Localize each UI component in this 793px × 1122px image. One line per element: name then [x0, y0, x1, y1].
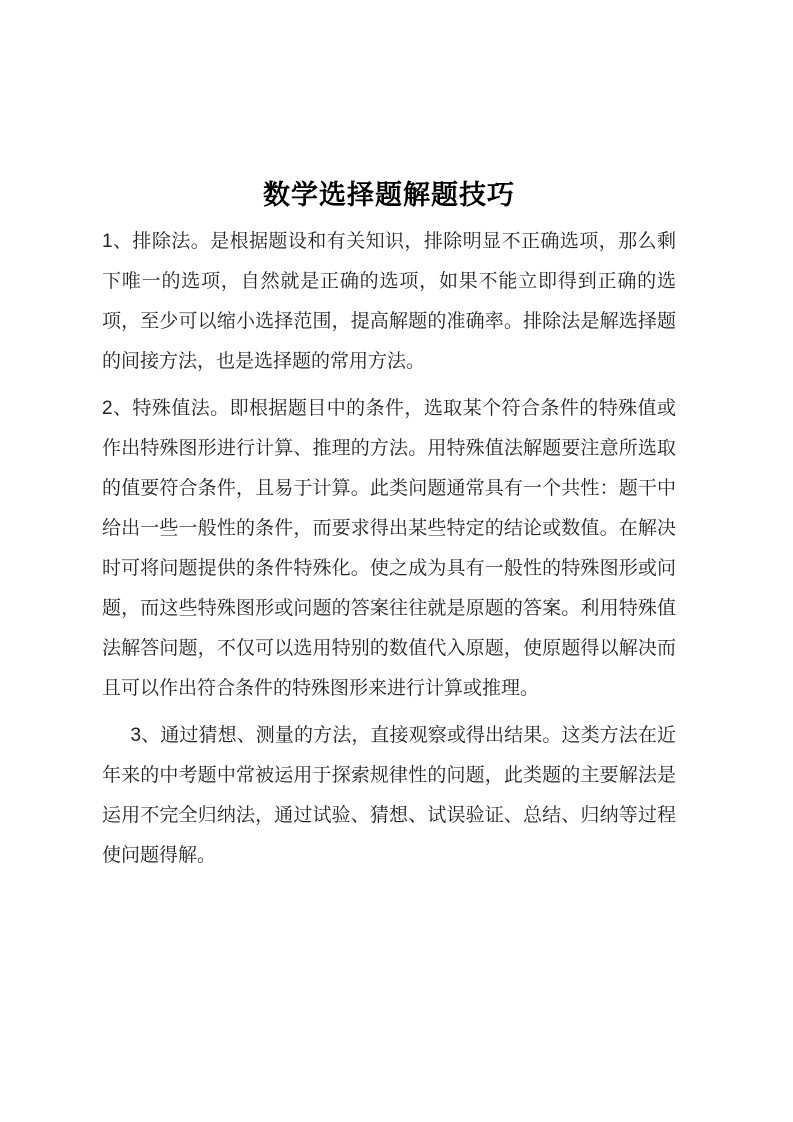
- document-content: [102, 178, 676, 883]
- paragraph-special-value-method: 2、特殊值法。即根据题目中的条件，选取某个符合条件的特殊值或作出特殊图形进行计算、推理的方法。用特殊值法解题要注意所选取的值要符合条件，且易于计算。此类问题通常具有一个共性：题干中给出一些一般性的条件，而要求得出某些特定的结论或数值。在解决时可将问题提供的条件特殊化。使之成为具有一般性的特殊图形或问题，而这些特殊图形或问题的答案往往就是原题的答案。利用特殊值法解答问题，不仅可以选用特别的数值代入原题，使原题得以解决而且可以作出符合条件的特殊图形来进行计算或推理。: [102, 398, 676, 699]
- page-title: 数学选择题解题技巧: [263, 180, 515, 210]
- paragraph-guess-measure-method: 3、通过猜想、测量的方法，直接观察或得出结果。这类方法在近年来的中考题中常被运用于探索规律性的问题，此类题的主要解法是运用不完全归纳法，通过试验、猜想、试误验证、总结、归纳等过程使问题得解。: [102, 725, 676, 866]
- paragraph-exclusion-method: 1、排除法。是根据题设和有关知识，排除明显不正确选项，那么剩下唯一的选项，自然就是正确的选项，如果不能立即得到正确的选项，至少可以缩小选择范围，提高解题的准确率。排除法是解选择题的间接方法，也是选择题的常用方法。: [102, 231, 676, 372]
